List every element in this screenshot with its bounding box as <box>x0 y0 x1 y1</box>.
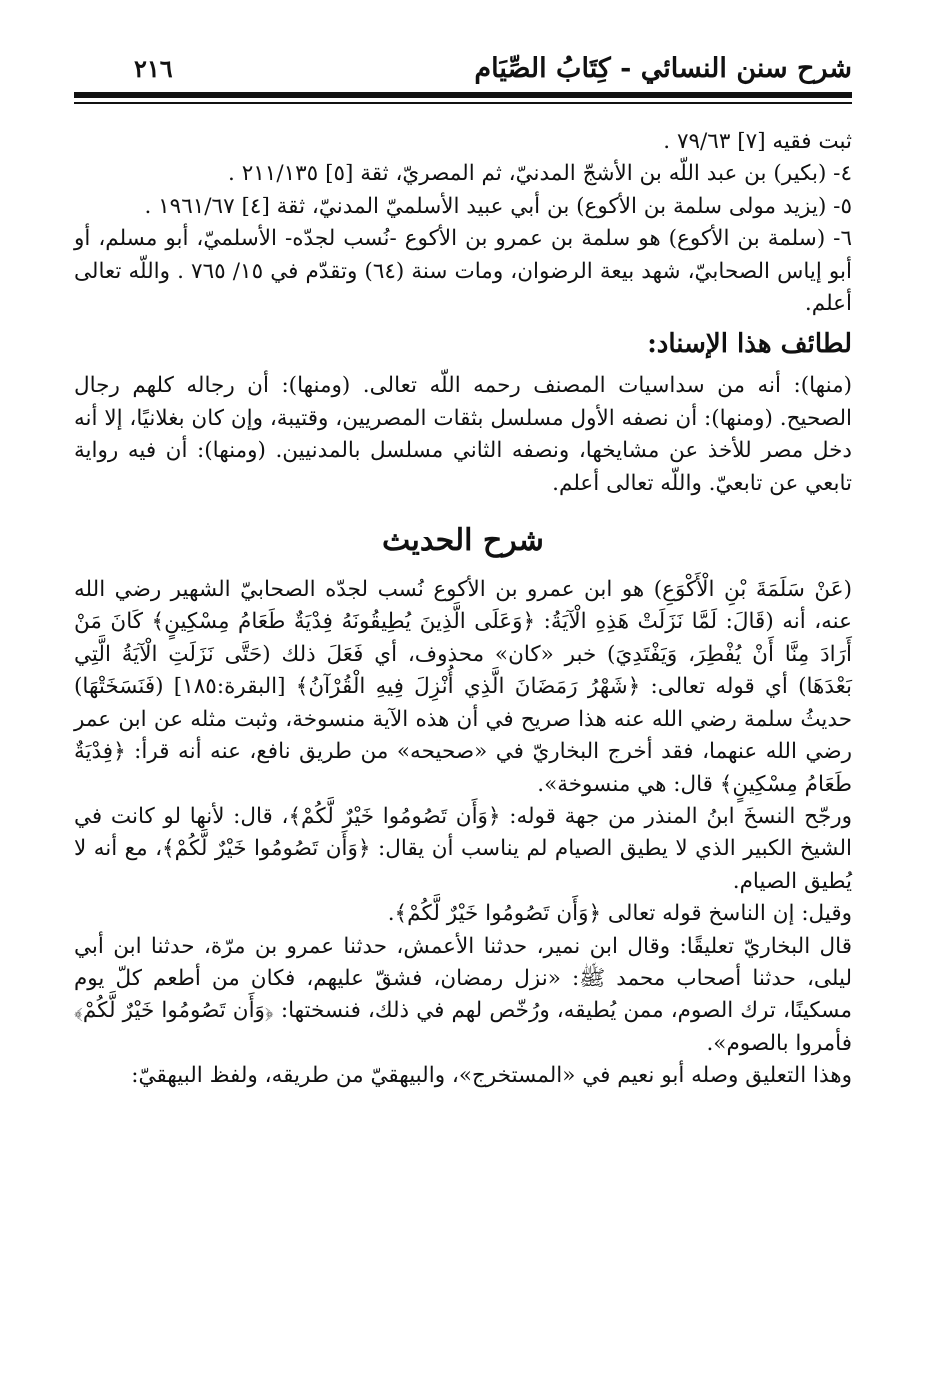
isnad-paragraph: (منها): أنه من سداسيات المصنف رحمه اللّه تعالى. (ومنها): أن رجاله كلهم رجال الصحيح. (ومنها): أن نصفه الأول مسلسل بثقات المصريين، وقتيبة، وإن كان بغلانيًا، إلا أنه دخل مصر للأخذ عن مشايخها، ونصفه الثاني مسلسل بالمدنيين. (ومنها): أن فيه رواية تابعي عن تابعيّ. واللّه تعالى أعلم. <box>74 373 852 496</box>
running-header <box>74 52 852 86</box>
narrator-line: ٦- (سلمة بن الأكوع) هو سلمة بن عمرو بن الأكوع -نُسب لجدّه- الأسلميّ، أبو مسلم، أو أبو إياس الصحابيّ، شهد بيعة الرضوان، ومات سنة (٦٤) وتقدّم في ١٥/ ٧٦٥ . واللّه تعالى أعلم. <box>74 226 852 317</box>
page-content <box>74 126 852 1093</box>
commentary-paragraph: قال البخاريّ تعليقًا: وقال ابن نمير، حدثنا الأعمش، حدثنا عمرو بن مرّة، حدثنا ابن أبي ليلى، حدثنا أصحاب محمد ﷺ: «نزل رمضان، فشقّ عليهم، فكان من أطعم كلّ يوم مسكينًا، ترك الصوم، ممن يُطيقه، ورُخّص لهم في ذلك، فنسختها: ﴿وَأَن تَصُومُوا خَيْرٌ لَّكُمْ﴾ فأمروا بالصوم». <box>74 933 852 1056</box>
section-heading-sharh: شرح الحديث <box>382 523 544 559</box>
header-rule-thick <box>74 92 852 98</box>
narrator-line: ثبت فقيه [٧] ٧٩/٦٣ . <box>663 129 852 154</box>
header-rule-thin <box>74 102 852 104</box>
commentary-paragraph: (عَنْ سَلَمَةَ بْنِ الْأَكْوَعِ) هو ابن عمرو بن الأكوع نُسب لجدّه الصحابيّ الشهير رضي الله عنه، أنه (قَالَ: لَمَّا نَزَلَتْ هَذِهِ الْآيَةُ: ﴿وَعَلَى الَّذِينَ يُطِيقُونَهُ فِدْيَةٌ طَعَامُ مِسْكِينٍ﴾ كَانَ مَنْ أَرَادَ مِنَّا أَنْ يُفْطِرَ، وَيَفْتَدِيَ) خبر «كان» محذوف، أي فَعَلَ ذلك (حَتَّى نَزَلَتِ الْآيَةُ الَّتِي بَعْدَهَا) أي قوله تعالى: ﴿شَهْرُ رَمَضَانَ الَّذِي أُنْزِلَ فِيهِ الْقُرْآنُ﴾ [البقرة:١٨٥] (فَنَسَخَتْهَا) حديثُ سلمة رضي الله عنه هذا صريح في أن هذه الآية منسوخة، وثبت مثله عن ابن عمر رضي الله عنهما، فقد أخرج البخاريّ في «صحيحه» من طريق نافع، عنه أنه قرأ: ﴿فِدْيَةٌ طَعَامُ مِسْكِينٍ﴾ قال: هي منسوخة». <box>74 577 852 797</box>
commentary-paragraph: ورجّح النسخَ ابنُ المنذر من جهة قوله: ﴿وَأَن تَصُومُوا خَيْرٌ لَّكُمْ﴾، قال: لأنها لو كانت في الشيخ الكبير الذي لا يطيق الصيام لم يناسب أن يقال: ﴿وَأَن تَصُومُوا خَيْرٌ لَّكُمْ﴾، مع أنه لا يُطيق الصيام. <box>74 803 852 894</box>
page-number: ٢١٦ <box>134 54 173 83</box>
narrator-line: ٥- (يزيد مولى سلمة بن الأكوع) بن أبي عبيد الأسلميّ المدنيّ، ثقة [٤] ١٩٦١/٦٧ . <box>144 193 852 219</box>
narrator-line: ٤- (بكير) بن عبد اللّه بن الأشجّ المدنيّ، ثم المصريّ، ثقة [٥] ٢١١/١٣٥ . <box>228 161 852 187</box>
header-title: شرح سنن النسائي - كِتَابُ الصِّيَام <box>474 53 852 84</box>
commentary-paragraph: وقيل: إن الناسخ قوله تعالى ﴿وَأَن تَصُومُوا خَيْرٌ لَّكُمْ﴾. <box>387 901 852 927</box>
commentary-paragraph: وهذا التعليق وصله أبو نعيم في «المستخرج»، والبيهقيّ من طريقه، ولفظ البيهقيّ: <box>131 1063 852 1089</box>
section-heading-isnad: لطائف هذا الإسناد: <box>647 329 852 360</box>
